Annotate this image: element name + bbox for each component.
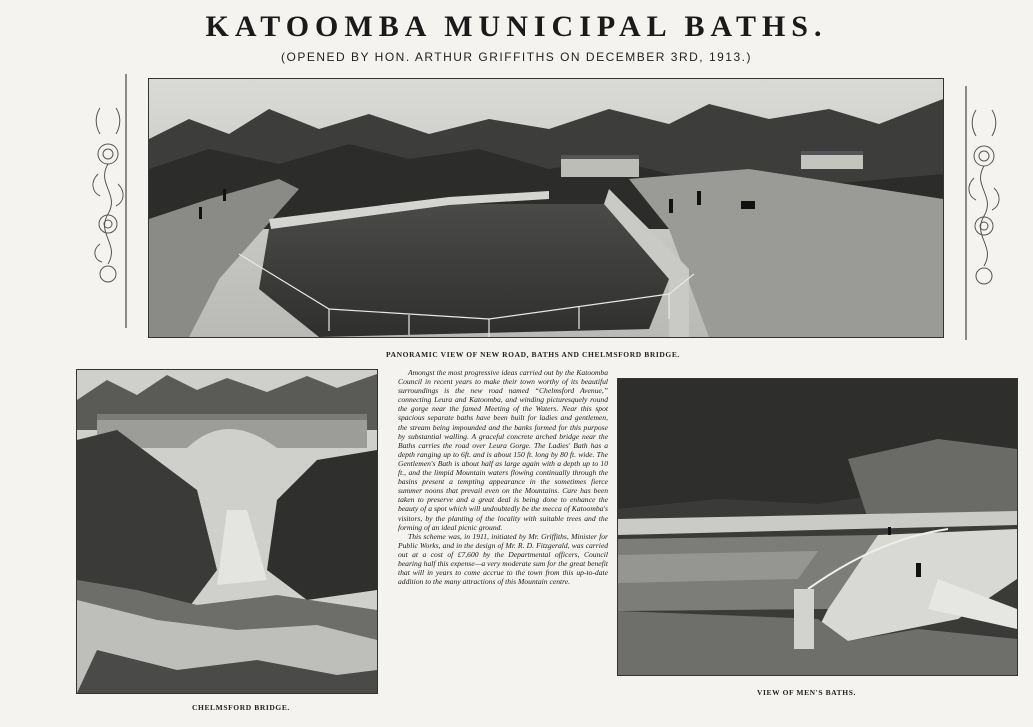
article-paragraph-1: Amongst the most progressive ideas carried out by the Katoomba Council in recent years to make their town worthy of its beautiful surroundings is the new road named “Chelmsford Avenue,” connecting Leura and Katoomba, and winding picturesquely round the gorge near the famed Meeting of the Waters. Near this spot spacious separate baths have been built for ladies and gentlemen, the stream being impounded and the banks formed for this purpose by substantial walling. A graceful concrete arched bridge near the Baths carries the road over Leura Gorge. The Ladies' Bath has a depth ranging up to 6ft. and is about 150 ft. long by 80 ft. wide. The Gentlemen's Bath is about half as large again with a depth up to 10 ft., and the limpid Mountain waters flowing continually through the basins present a tempting appearance in the sometimes fierce summer noons that prevail even on the Mountains. Care has been taken to preserve and a great deal is being done to enhance the beauty of a spot which will undoubtedly be the mecca of Katoomba's visitors, by the planting of the locality with suitable trees and the forming of an ideal picnic ground.: [398, 368, 608, 532]
bridge-caption: CHELMSFORD BRIDGE.: [192, 703, 290, 712]
mens-baths-caption: VIEW OF MEN'S BATHS.: [757, 688, 856, 697]
page-title: KATOOMBA MUNICIPAL BATHS.: [205, 10, 828, 43]
right-floral-ornament: [962, 86, 1006, 340]
chelmsford-bridge-photo: [76, 369, 378, 694]
article-paragraph-2: This scheme was, in 1911, initiated by Mr. Griffiths, Minister for Public Works, and in the design of Mr. R. D. Fitzgerald, was carried out at a cost of £7,600 by the Departmental officers, Council bearing half this expense—a very moderate sum for the great benefit that will in years to come accrue to the town from this up-to-date addition to the many attractions of this Mountain centre.: [398, 531, 608, 587]
mens-baths-photo: [617, 378, 1018, 676]
article-text: [398, 368, 608, 708]
panorama-caption: PANORAMIC VIEW OF NEW ROAD, BATHS AND CHELMSFORD BRIDGE.: [386, 350, 680, 359]
panorama-photo: [148, 78, 944, 338]
left-floral-ornament: [86, 74, 130, 328]
page-subtitle: (OPENED BY HON. ARTHUR GRIFFITHS ON DECEMBER 3RD, 1913.): [281, 50, 752, 64]
